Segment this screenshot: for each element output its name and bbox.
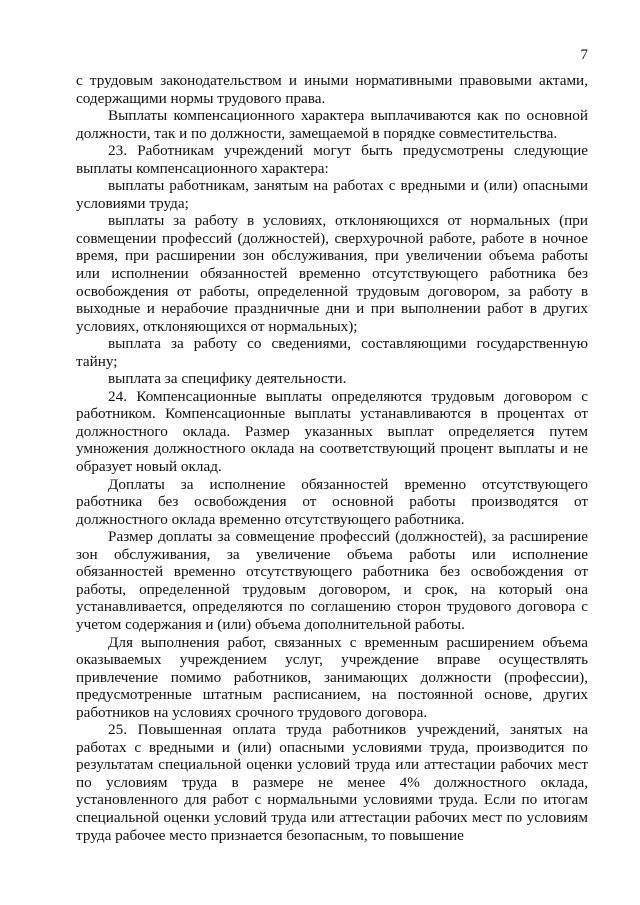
page-number: 7 [580,47,588,63]
paragraph-absent-worker-duties: Доплаты за исполнение обязанностей временно отсутствующего работника без освобождения от основной работы производятся от должностного оклада временно отсутствующего работника. [76,475,588,528]
paragraph-combination-surcharge: Размер доплаты за совмещение профессий (должностей), за расширение зон обслуживания, за увеличение объема работы или исполнение обязанностей временно отсутствующего работника без освобождения от работы, определенной трудовым договором, и срок, на который она устанавливается, определяются по соглашению сторон трудового договора с учетом содержания и (или) объема дополнительной работы. [76,528,588,633]
paragraph-compensation-payments: Выплаты компенсационного характера выплачиваются как по основной должности, так и по должности, замещаемой в порядке совместительства. [76,107,588,142]
list-item-harmful-conditions: выплаты работникам, занятым на работах с вредными и (или) опасными условиями труда; [76,177,588,212]
paragraph-item-24: 24. Компенсационные выплаты определяются трудовым договором с работником. Компенсационные выплаты устанавливаются в процентах от должностного оклада. Размер указанных выплат определяется путем умножения должностного оклада на соответствующий процент выплаты и не образует новый оклад. [76,387,588,476]
list-item-abnormal-conditions: выплаты за работу в условиях, отклоняющихся от нормальных (при совмещении профессий (должностей), сверхурочной работе, работе в ночное время, при расширении зон обслуживания, при увеличении объема работы или исполнении обязанностей временно отсутствующего работника без освобождения от работы, определенной трудовым договором, за работу в выходные и нерабочие праздничные дни и при выполнении работ в других условиях, отклоняющихся от нормальных); [76,212,588,335]
paragraph-item-23: 23. Работникам учреждений могут быть предусмотрены следующие выплаты компенсационного характера: [76,142,588,177]
paragraph-item-25: 25. Повышенная оплата труда работников учреждений, занятых на работах с вредными и (или) опасными условиями труда, производится по результатам специальной оценки условий труда или аттестации рабочих мест по условиям труда в размере не менее 4% должностного оклада, установленного для работ с нормальными условиями труда. Если по итогам специальной оценки условий труда или аттестации рабочих мест по условиям труда рабочее место признается безопасным, то повышение [76,721,588,844]
paragraph-continuation: с трудовым законодательством и иными нормативными правовыми актами, содержащими нормы трудового права. [76,72,588,107]
document-body [76,72,588,844]
list-item-state-secret: выплата за работу со сведениями, составляющими государственную тайну; [76,335,588,370]
paragraph-temporary-expansion: Для выполнения работ, связанных с временным расширением объема оказываемых учреждением услуг, учреждение вправе осуществлять привлечение помимо работников, занимающих должности (профессии), предусмотренные штатным расписанием, на постоянной основе, других работников на условиях срочного трудового договора. [76,633,588,721]
list-item-activity-specifics: выплата за специфику деятельности. [108,370,347,388]
